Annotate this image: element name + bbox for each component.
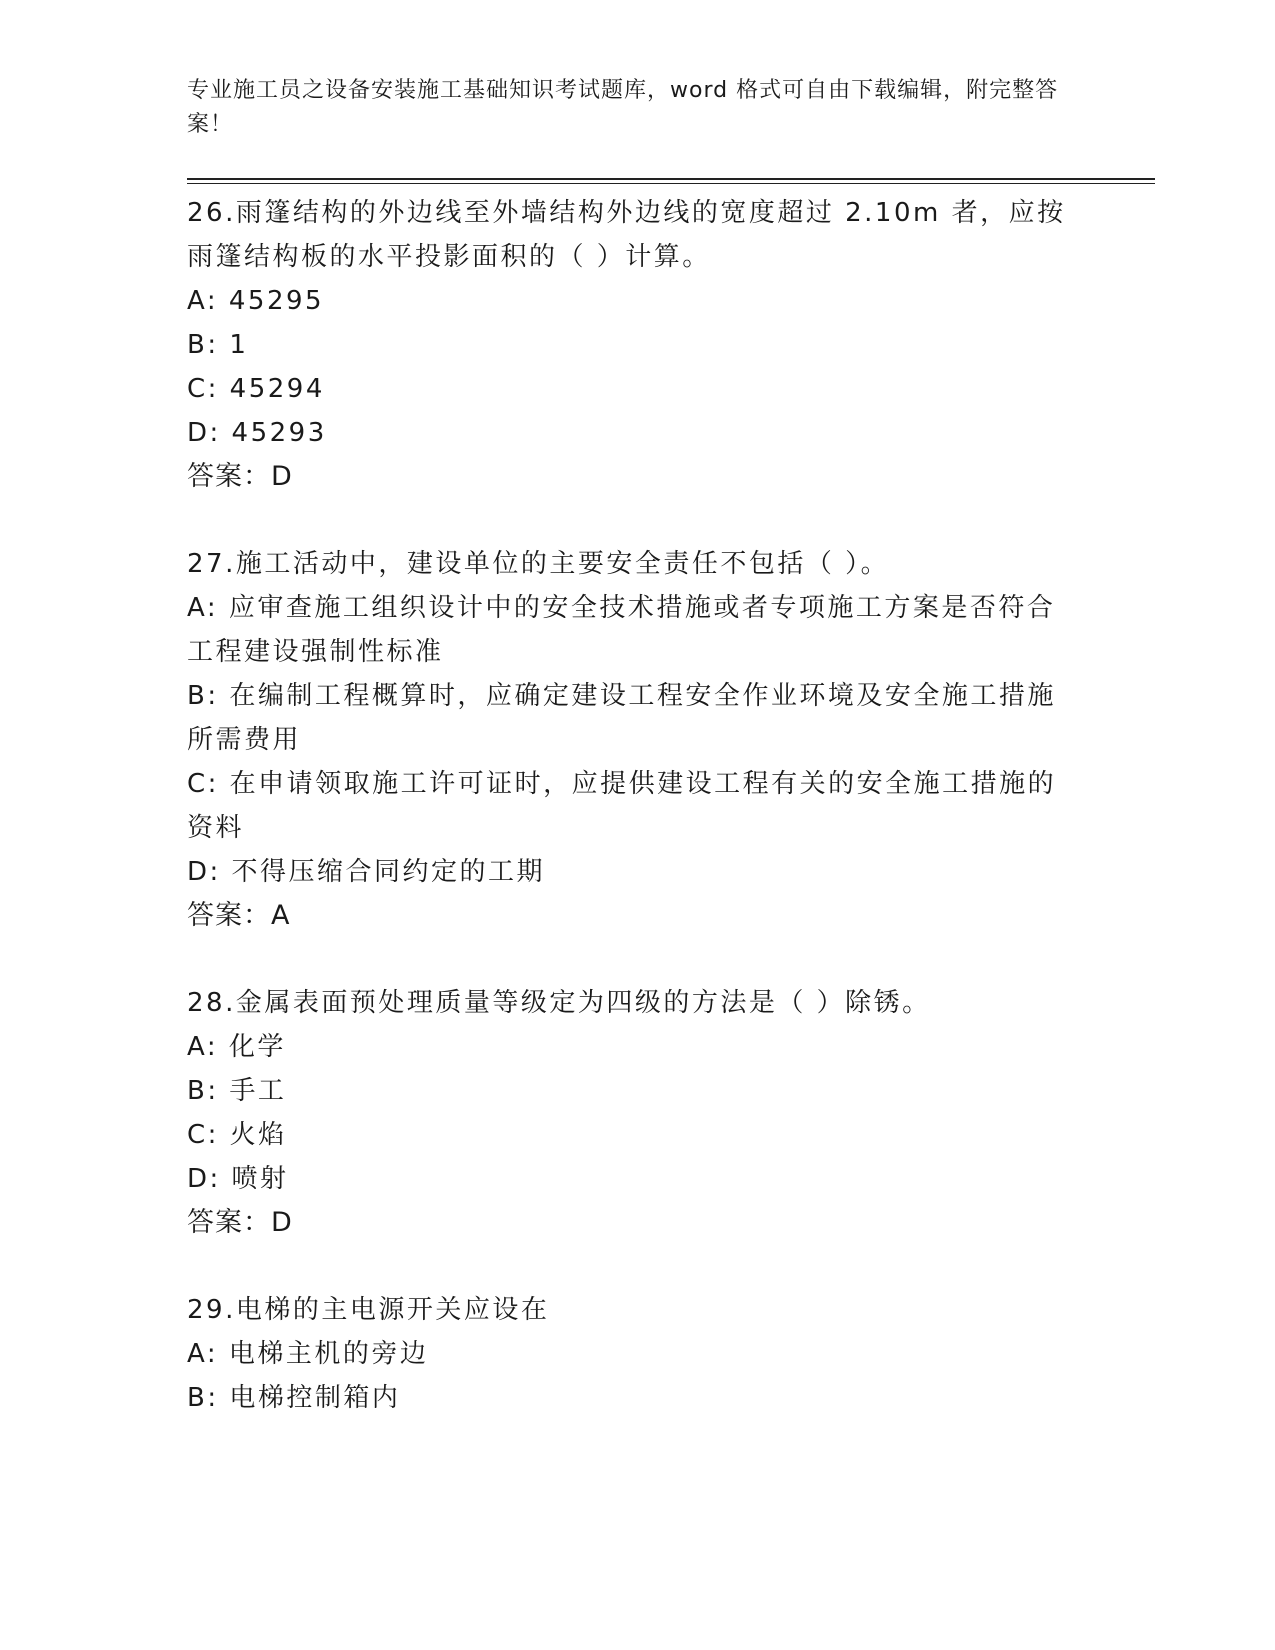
- question-list: [187, 191, 1077, 1463]
- answer-label: 答案：D: [187, 1207, 293, 1238]
- question-28: [187, 981, 1077, 1245]
- option-c: C: 火焰: [187, 1120, 287, 1150]
- option-a: A: 45295: [187, 286, 325, 316]
- option-a: A: 电梯主机的旁边: [187, 1339, 429, 1369]
- answer-label: 答案：D: [187, 461, 293, 492]
- question-27: [187, 542, 1077, 938]
- option-d: D: 喷射: [187, 1164, 289, 1194]
- option-b: B: 电梯控制箱内: [187, 1383, 401, 1413]
- question-26: [187, 191, 1077, 499]
- question-stem: 29.电梯的主电源开关应设在: [187, 1295, 550, 1325]
- option-b: B: 手工: [187, 1076, 287, 1106]
- option-b: B: 在编制工程概算时，应确定建设工程安全作业环境及安全施工措施所需费用: [187, 681, 1056, 755]
- option-c: C: 45294: [187, 374, 325, 404]
- answer-label: 答案：A: [187, 900, 291, 931]
- document-header: 专业施工员之设备安装施工基础知识考试题库，word 格式可自由下载编辑，附完整答案！: [187, 78, 1059, 137]
- question-stem: 27.施工活动中，建设单位的主要安全责任不包括（ ）。: [187, 549, 890, 579]
- question-stem: 28.金属表面预处理质量等级定为四级的方法是（ ）除锈。: [187, 988, 931, 1018]
- option-a: A: 应审查施工组织设计中的安全技术措施或者专项施工方案是否符合工程建设强制性标准: [187, 593, 1056, 667]
- option-d: D: 不得压缩合同约定的工期: [187, 857, 546, 887]
- option-d: D: 45293: [187, 418, 327, 448]
- option-b: B: 1: [187, 330, 249, 360]
- option-a: A: 化学: [187, 1032, 286, 1062]
- question-stem: 26.雨篷结构的外边线至外墙结构外边线的宽度超过 2.10m 者，应按雨篷结构板的水平投影面积的（ ）计算。: [187, 198, 1066, 272]
- header-divider-thin: [187, 183, 1155, 184]
- header-divider-thick: [187, 178, 1155, 180]
- question-29: [187, 1288, 1077, 1420]
- option-c: C: 在申请领取施工许可证时，应提供建设工程有关的安全施工措施的资料: [187, 769, 1057, 843]
